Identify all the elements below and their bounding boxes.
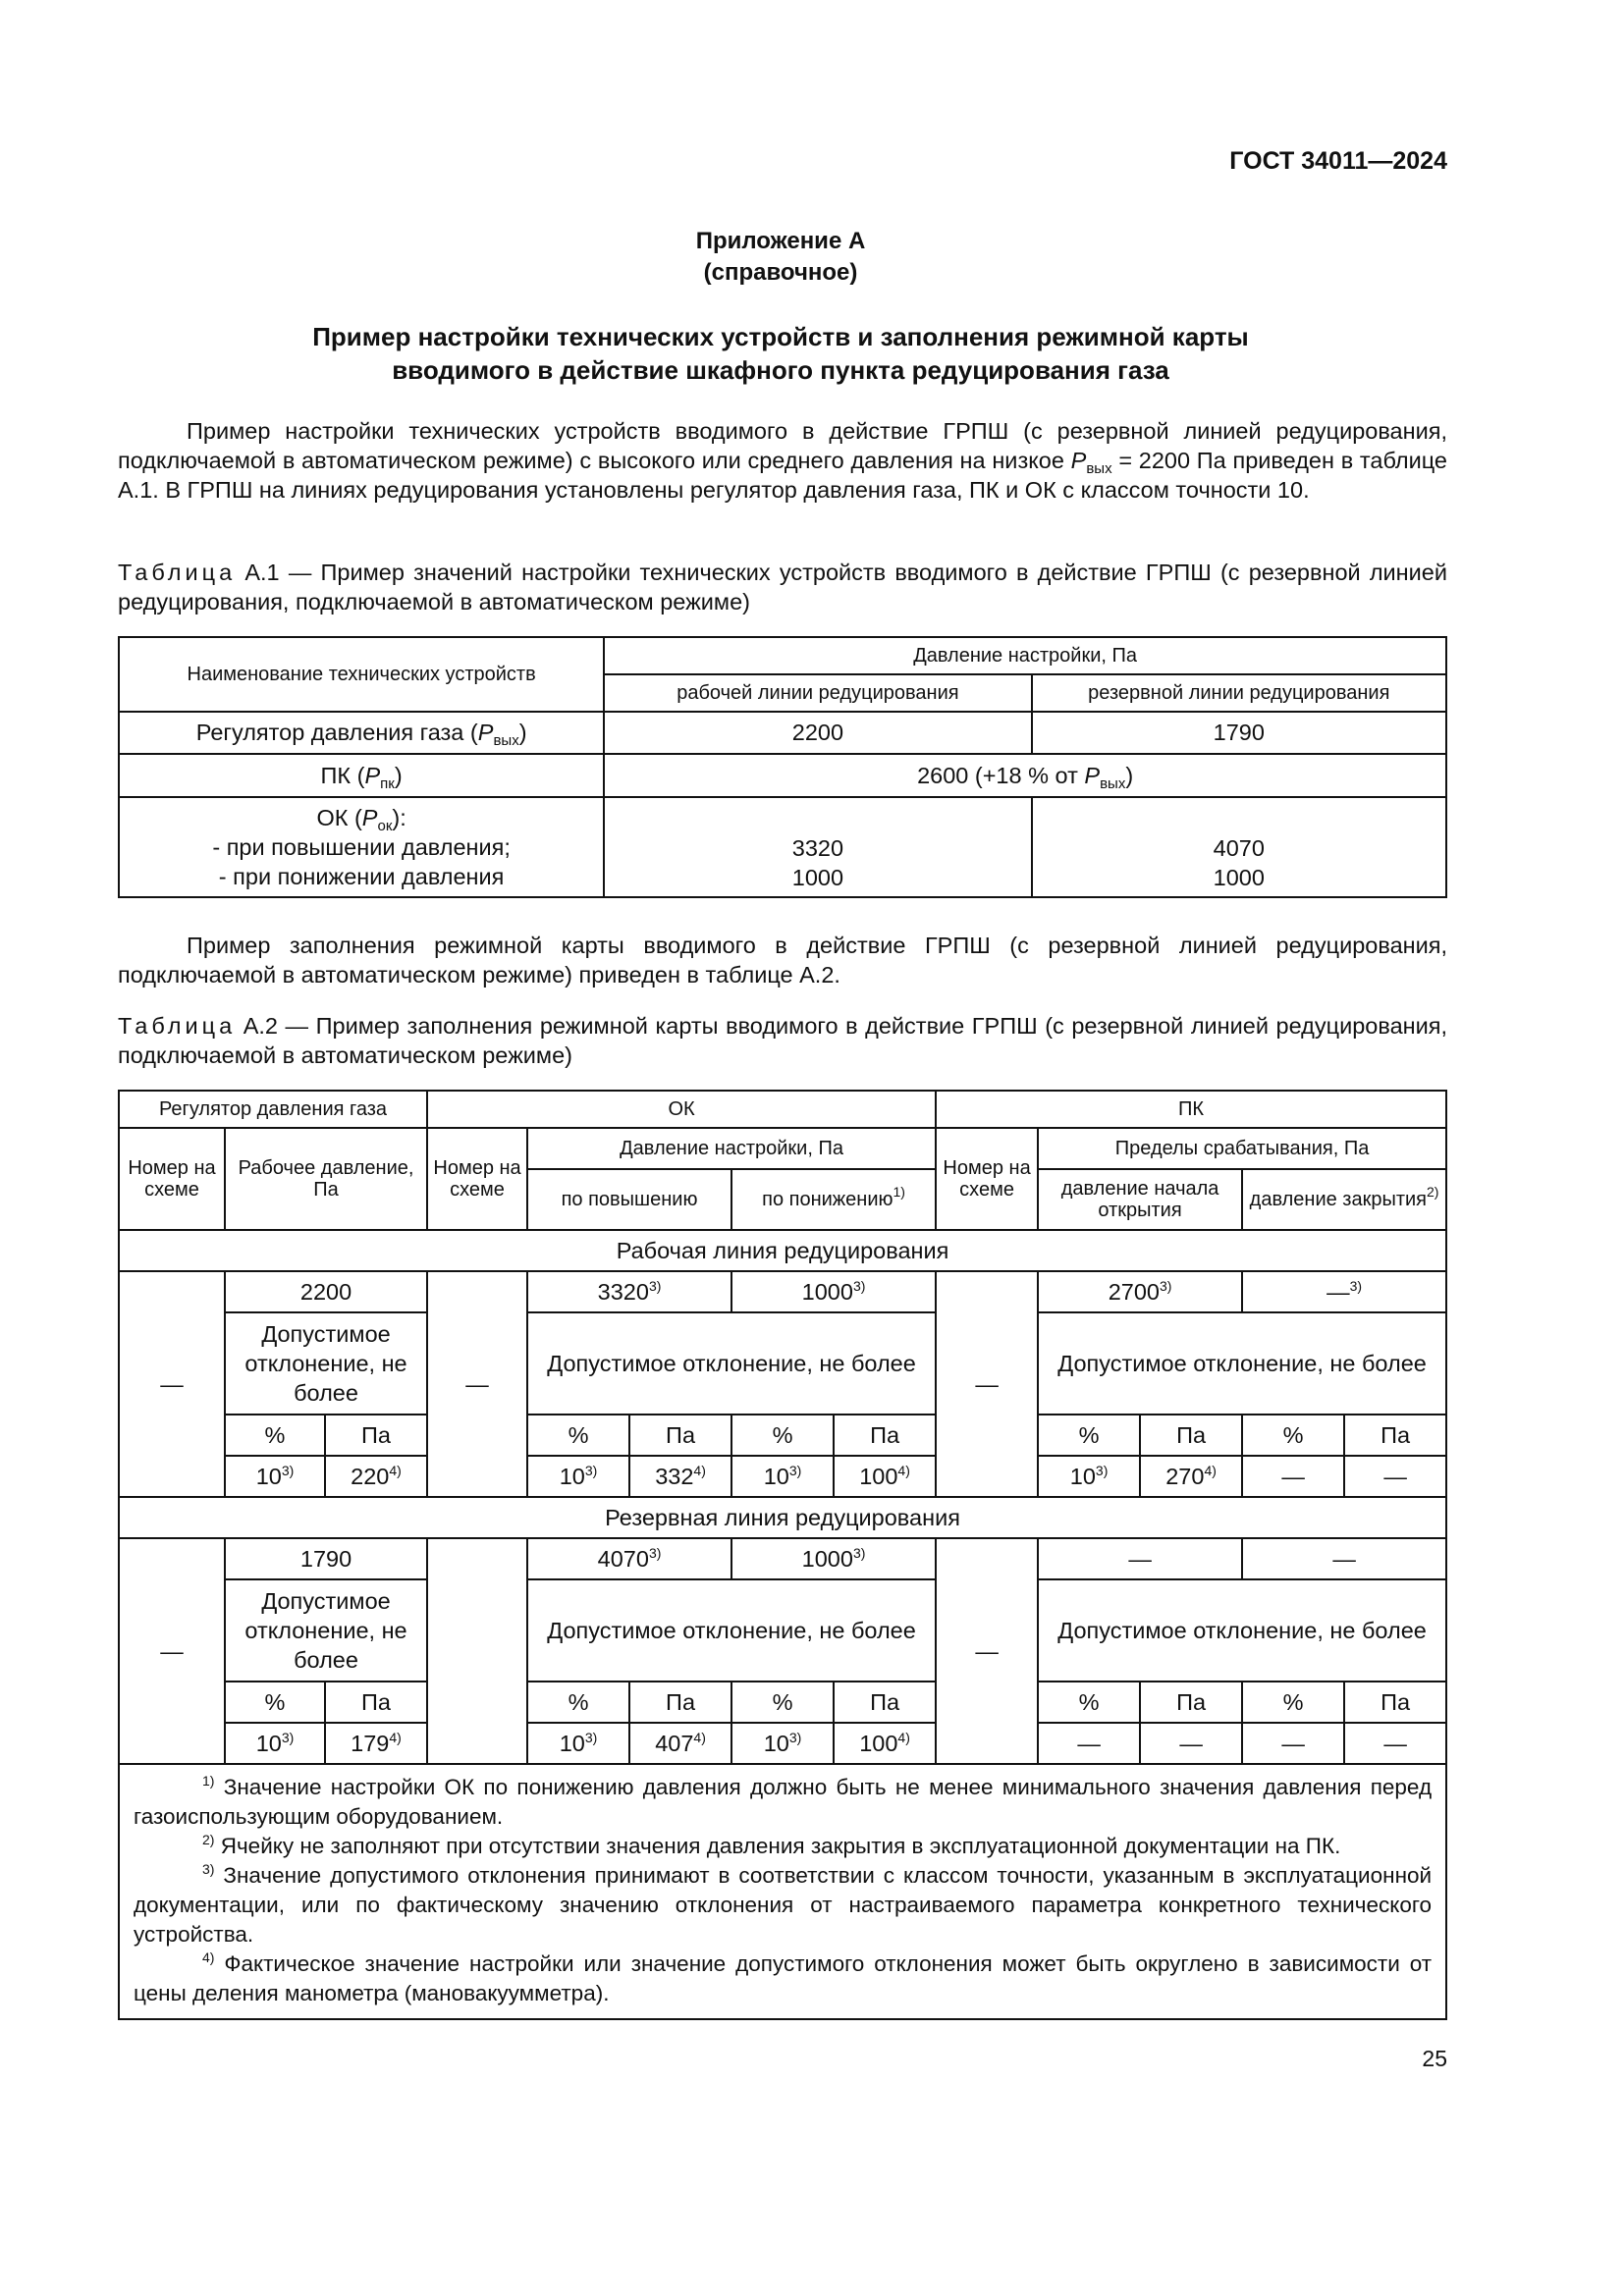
appendix-type: (справочное)	[703, 259, 858, 286]
t2-unit-pa: Па	[1344, 1415, 1446, 1456]
table2-caption-text: А.2 — Пример заполнения режимной карты вводимого в действие ГРПШ (с резервной линией редуцирования, подключаемой в автоматическом режиме)	[118, 1013, 1447, 1068]
t2-section-reserve: Резервная линия редуцирования	[119, 1497, 1446, 1538]
t2-work-ok-down-pct: 10$^{3)}$	[731, 1456, 834, 1497]
t2-work-ok-down: 1000$^{3)}$	[731, 1271, 936, 1312]
t2-header-up: по повышению	[527, 1169, 731, 1230]
t2-work-pk-close: —$^{3)}$	[1242, 1271, 1446, 1312]
footnote-4: $^{4)}$ Фактическое значение настройки или значение допустимого отклонения может быть округлено в зависимости от цены деления манометра (мановакуумметра).	[134, 1949, 1433, 2005]
t2-unit-pct: %	[1038, 1415, 1140, 1456]
t2-header-open: давление начала открытия	[1038, 1169, 1242, 1230]
t2-work-pk-pct: 10$^{3)}$	[1038, 1456, 1140, 1497]
t1-header-name: Наименование технических устройств	[119, 637, 604, 712]
t2-header-pk: ПК	[936, 1091, 1446, 1128]
intro-p-symbol: P	[1070, 448, 1087, 473]
t2-unit-pct: %	[225, 1415, 325, 1456]
page-number: 25	[1422, 2046, 1447, 2071]
table1-caption	[118, 558, 1447, 616]
document-code: ГОСТ 34011—2024	[1229, 147, 1447, 175]
t1-header-pressure: Давление настройки, Па	[604, 637, 1446, 674]
t2-work-ok-allowed: Допустимое отклонение, не более	[527, 1312, 936, 1415]
t2-reserve-reg-num: —	[119, 1538, 225, 1764]
footnote-3: $^{3)}$ Значение допустимого отклонения принимают в соответствии с классом точности, указанным в эксплуатационной документации, или по фактическому значению отклонения от настраиваемого параметра конкретного технического устройства.	[134, 1861, 1433, 1947]
t1-pk-value: 2600 (+18 % от $P_{вых}$)	[604, 754, 1446, 797]
t2-work-reg-num: —	[119, 1271, 225, 1497]
t2-header-work-pressure: Рабочее давление, Па	[225, 1128, 427, 1230]
intro-text-2: = 2200 Па приведен в таблице А.1. В ГРПШ на линиях редуцирования установлены регулятор давления газа, ПК и ОК с классом точности 10.	[118, 448, 1447, 503]
t2-unit-pct: %	[527, 1682, 629, 1723]
t2-reserve-pk-pct: —	[1038, 1723, 1140, 1764]
t2-reserve-reg-pct: 10$^{3)}$	[225, 1723, 325, 1764]
appendix-label: Приложение А	[695, 228, 866, 254]
t1-regulator-reserve: 1790	[1032, 712, 1446, 754]
second-paragraph: Пример заполнения режимной карты вводимого в действие ГРПШ (с резервной линией редуцирования, подключаемой в автоматическом режиме) приведен в таблице А.2.	[118, 933, 1447, 988]
t2-header-ok-num: Номер на схеме	[427, 1128, 527, 1230]
t2-reserve-pk-allowed: Допустимое отклонение, не более	[1038, 1579, 1446, 1682]
section-heading	[118, 320, 1443, 387]
t2-reserve-pk-pa: —	[1140, 1723, 1242, 1764]
t2-work-pk-num: —	[936, 1271, 1038, 1497]
table-row	[119, 754, 1446, 797]
table-row	[119, 712, 1446, 754]
t2-header-set-pressure: Давление настройки, Па	[527, 1128, 936, 1169]
t2-reserve-pk-num: —	[936, 1538, 1038, 1764]
t2-reserve-ok-down: 1000$^{3)}$	[731, 1538, 936, 1579]
t2-unit-pct: %	[1038, 1682, 1140, 1723]
t1-pk-label: ПК $(P_{пк})$	[119, 754, 604, 797]
t2-work-pk-open: 2700$^{3)}$	[1038, 1271, 1242, 1312]
t2-work-pk-close-pct: —	[1242, 1456, 1344, 1497]
table2-caption-label: Таблица	[118, 1013, 237, 1039]
t2-header-close: давление закрытия$^{2)}$	[1242, 1169, 1446, 1230]
t1-ok-label: ОК $(P_{ок})$: - при повышении давления; - при понижении давления	[119, 797, 604, 897]
t2-header-down: по понижению$^{1)}$	[731, 1169, 936, 1230]
t2-unit-pa: Па	[629, 1682, 731, 1723]
t2-reserve-reg-pa: 179$^{4)}$	[325, 1723, 427, 1764]
intro-text-1: Пример настройки технических устройств вводимого в действие ГРПШ (с резервной линией редуцирования, подключаемой в автоматическом режиме) с высокого или среднего давления на низкое	[118, 418, 1447, 473]
t1-regulator-work: 2200	[604, 712, 1031, 754]
t2-work-ok-up-pct: 10$^{3)}$	[527, 1456, 629, 1497]
t2-unit-pct: %	[731, 1415, 834, 1456]
intro-paragraph	[118, 416, 1447, 505]
table1-caption-text: А.1 — Пример значений настройки технических устройств вводимого в действие ГРПШ (с резервной линией редуцирования, подключаемой в автоматическом режиме)	[118, 560, 1447, 614]
t2-reserve-ok-down-pct: 10$^{3)}$	[731, 1723, 834, 1764]
t2-work-pk-close-pa: —	[1344, 1456, 1446, 1497]
t2-unit-pa: Па	[834, 1682, 936, 1723]
t2-reserve-ok-up-pa: 407$^{4)}$	[629, 1723, 731, 1764]
t2-unit-pa: Па	[325, 1415, 427, 1456]
t2-reserve-ok-allowed: Допустимое отклонение, не более	[527, 1579, 936, 1682]
t1-header-work: рабочей линии редуцирования	[604, 674, 1031, 712]
t2-section-work: Рабочая линия редуцирования	[119, 1230, 1446, 1271]
table-row	[119, 797, 1446, 897]
t2-unit-pa: Па	[1344, 1682, 1446, 1723]
t2-reserve-reg-allowed: Допустимое отклонение, не более	[225, 1579, 427, 1682]
t2-footnotes	[119, 1764, 1446, 2019]
t2-reserve-reg-value: 1790	[225, 1538, 427, 1579]
t2-reserve-pk-open: —	[1038, 1538, 1242, 1579]
footnote-2: $^{2)}$ Ячейку не заполняют при отсутствии значения давления закрытия в эксплуатационной документации на ПК.	[202, 1832, 1341, 1858]
t2-work-reg-pa: 220$^{4)}$	[325, 1456, 427, 1497]
t2-work-reg-allowed: Допустимое отклонение, не более	[225, 1312, 427, 1415]
t2-work-ok-up-pa: 332$^{4)}$	[629, 1456, 731, 1497]
t2-work-ok-down-pa: 100$^{4)}$	[834, 1456, 936, 1497]
t2-unit-pa: Па	[834, 1415, 936, 1456]
mode-card-table	[118, 1090, 1447, 2020]
footnote-1: $^{1)}$ Значение настройки ОК по понижению давления должно быть не менее минимального значения давления перед газоиспользующим оборудованием.	[134, 1773, 1433, 1829]
t2-unit-pct: %	[1242, 1682, 1344, 1723]
t2-header-pk-num: Номер на схеме	[936, 1128, 1038, 1230]
t2-reserve-pk-close-pa: —	[1344, 1723, 1446, 1764]
t2-reserve-pk-close: —	[1242, 1538, 1446, 1579]
t1-regulator-label: Регулятор давления газа $(P_{вых})$	[119, 712, 604, 754]
t2-unit-pa: Па	[1140, 1415, 1242, 1456]
t2-unit-pct: %	[225, 1682, 325, 1723]
t2-unit-pct: %	[527, 1415, 629, 1456]
appendix-title	[118, 226, 1443, 289]
t2-reserve-ok-num	[427, 1538, 527, 1764]
t2-unit-pa: Па	[629, 1415, 731, 1456]
t2-work-pk-pa: 270$^{4)}$	[1140, 1456, 1242, 1497]
t2-reserve-ok-down-pa: 100$^{4)}$	[834, 1723, 936, 1764]
t2-unit-pct: %	[731, 1682, 834, 1723]
t2-reserve-ok-up: 4070$^{3)}$	[527, 1538, 731, 1579]
t2-header-limits: Пределы срабатывания, Па	[1038, 1128, 1446, 1169]
t1-ok-work: 3320 1000	[604, 797, 1031, 897]
t2-work-reg-pct: 10$^{3)}$	[225, 1456, 325, 1497]
t2-reserve-pk-close-pct: —	[1242, 1723, 1344, 1764]
settings-table	[118, 636, 1447, 898]
t2-work-reg-value: 2200	[225, 1271, 427, 1312]
t2-work-ok-num: —	[427, 1271, 527, 1497]
t1-ok-reserve: 4070 1000	[1032, 797, 1446, 897]
t2-header-ok: ОК	[427, 1091, 936, 1128]
t2-unit-pa: Па	[325, 1682, 427, 1723]
t2-unit-pct: %	[1242, 1415, 1344, 1456]
t2-header-reg-num: Номер на схеме	[119, 1128, 225, 1230]
t2-work-pk-allowed: Допустимое отклонение, не более	[1038, 1312, 1446, 1415]
t1-header-reserve: резервной линии редуцирования	[1032, 674, 1446, 712]
table1-caption-label: Таблица	[118, 560, 237, 585]
heading-line-1: Пример настройки технических устройств и заполнения режимной карты	[312, 322, 1249, 351]
table2-caption	[118, 1011, 1447, 1070]
intro-p-sub: вых	[1086, 460, 1112, 477]
heading-line-2: вводимого в действие шкафного пункта редуцирования газа	[392, 355, 1169, 385]
t2-work-ok-up: 3320$^{3)}$	[527, 1271, 731, 1312]
t2-reserve-ok-up-pct: 10$^{3)}$	[527, 1723, 629, 1764]
t2-header-regulator: Регулятор давления газа	[119, 1091, 427, 1128]
t2-unit-pa: Па	[1140, 1682, 1242, 1723]
